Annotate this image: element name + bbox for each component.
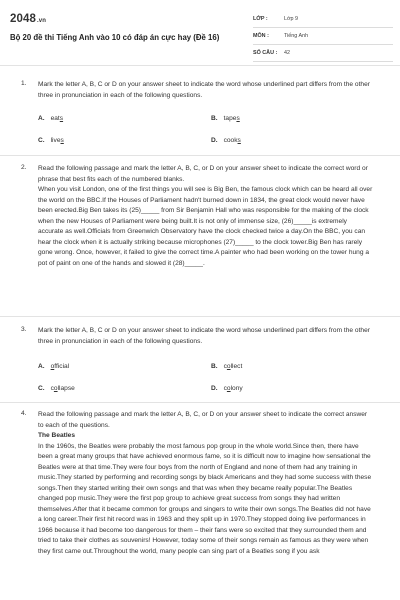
option-a[interactable]: A. official [38, 363, 70, 370]
question-instruction: Mark the letter A, B, C or D on your answer sheet to indicate the word whose underlined part differs from the other three in pronunciation in each of the following questions. [38, 327, 370, 345]
exam-meta [253, 13, 393, 64]
option-b[interactable]: B. tapes [211, 115, 240, 122]
option-a[interactable]: A. eats [38, 115, 64, 122]
meta-class-row: LỚP : Lớp 9 [253, 13, 393, 28]
site-logo[interactable]: 2048.vn [10, 13, 46, 25]
divider [0, 316, 400, 317]
page-title: Bộ 20 đề thi Tiếng Anh vào 10 có đáp án cực hay (Đề 16) [10, 33, 220, 42]
divider [0, 402, 400, 403]
question-instruction: Read the following passage and mark the letter A, B, C, or D on your answer sheet to indicate the correct answer to each of the questions. The Beatles In the 1960s, the Beatles were probably the most famous pop group in the whole world.Since then, there have been a great many groups that have achieved enormous fame, so it is difficult now to imagine how sensational the Beatles were at that time.They were four boys from the north of England and none of them had any training in music.They started by performing and recording songs by black Americans and they had some success with these songs.Then they started writing their own songs and that was when they became really popular.The Beatles changed pop music.They were the first pop group to achieve great success from songs they had written themselves.After that it became common for groups and singers to write their own songs.The Beatles did not have a long career.Their first hit record was in 1963 and they split up in 1970.They stopped doing live performances in 1966 because it had become too dangerous for them – their fans were so excited that they surrounded them and tried to take their clothes as souvenirs! However, today some of their songs remain as famous as they were when they first came out.Throughout the world, many people can sing part of a Beatles song if you ask [38, 410, 374, 557]
question-instruction: Mark the letter A, B, C or D on your answer sheet to indicate the word whose underlined part differs from the other three in pronunciation in each of the following questions. [38, 81, 370, 99]
divider [0, 155, 400, 156]
divider [0, 65, 400, 66]
passage-title: The Beatles [38, 432, 76, 439]
option-c[interactable]: C. collapse [38, 385, 75, 392]
meta-subject-row: MÔN : Tiếng Anh [253, 30, 393, 45]
option-d[interactable]: D. colony [211, 385, 243, 392]
option-c[interactable]: C. lives [38, 137, 64, 144]
meta-count-row: SỐ CÂU : 42 [253, 47, 393, 62]
option-d[interactable]: D. cooks [211, 137, 241, 144]
passage-text: When you visit London, one of the first things you will see is Big Ben, the famous clock which can be heard all over the world on the BBC.If the Houses of Parliament hadn't burned down in 1834, the great clock would never have been erected.Big Ben takes its (25)_____ from Sir Benjamin Hall who was responsible for the making of the clock when the new Houses of Parliament were being built.It is not only of immense size, (26)_____is extremely accurate as well.Officials from Greenwich Observatory have the clock checked twice a day.On the BBC, you can hear the clock when it is actually striking because microphones (27)_____ to the clock tower.Big Ben has rarely gone wrong. Once, however, it failed to give the correct time.A painter who had been working on the tower hung a pot of paint on one of the hands and slowed it (28)_____. [38, 186, 373, 267]
page-header [0, 0, 400, 62]
question-instruction: Read the following passage and mark the letter A, B, C, or D on your answer sheet to indicate the correct word or phrase that best fits each of the numbered blanks. When you visit London, one of the first things you will see is Big Ben, the famous clock which can be heard all over the world on the BBC.If the Houses of Parliament hadn't burned down in 1834, the great clock would never have been erected.Big Ben takes its (25)_____ from Sir Benjamin Hall who was responsible for the making of the clock when the new Houses of Parliament were being built.It is not only of immense size, (26)_____is extremely accurate as well.Officials from Greenwich Observatory have the clock checked twice a day.On the BBC, you can hear the clock when it is actually striking because microphones (27)_____ to the clock tower.Big Ben has rarely gone wrong. Once, however, it failed to give the correct time.A painter who had been working on the tower hung a pot of paint on one of the hands and slowed it (28)_____. [38, 164, 374, 269]
passage-text: In the 1960s, the Beatles were probably the most famous pop group in the whole world.Since then, there have been a great many groups that have achieved enormous fame, so it is difficult now to imagine how sensational the Beatles were at that time.They were four boys from the north of England and none of them had any training in music.They started by performing and recording songs by black Americans and they had some success with these songs.Then they started writing their own songs and that was when they became really popular.The Beatles changed pop music.They were the first pop group to achieve great success from songs they had written themselves.After that it became common for groups and singers to write their own songs.The Beatles did not have a long career.Their first hit record was in 1963 and they split up in 1970.They stopped doing live performances in 1966 because it had become too dangerous for them – their fans were so excited that they surrounded them and tried to take their clothes as souvenirs! However, today some of their songs remain as famous as they were when they first came out.Throughout the world, many people can sing part of a Beatles song if you ask [38, 442, 372, 555]
option-b[interactable]: B. collect [211, 363, 243, 370]
